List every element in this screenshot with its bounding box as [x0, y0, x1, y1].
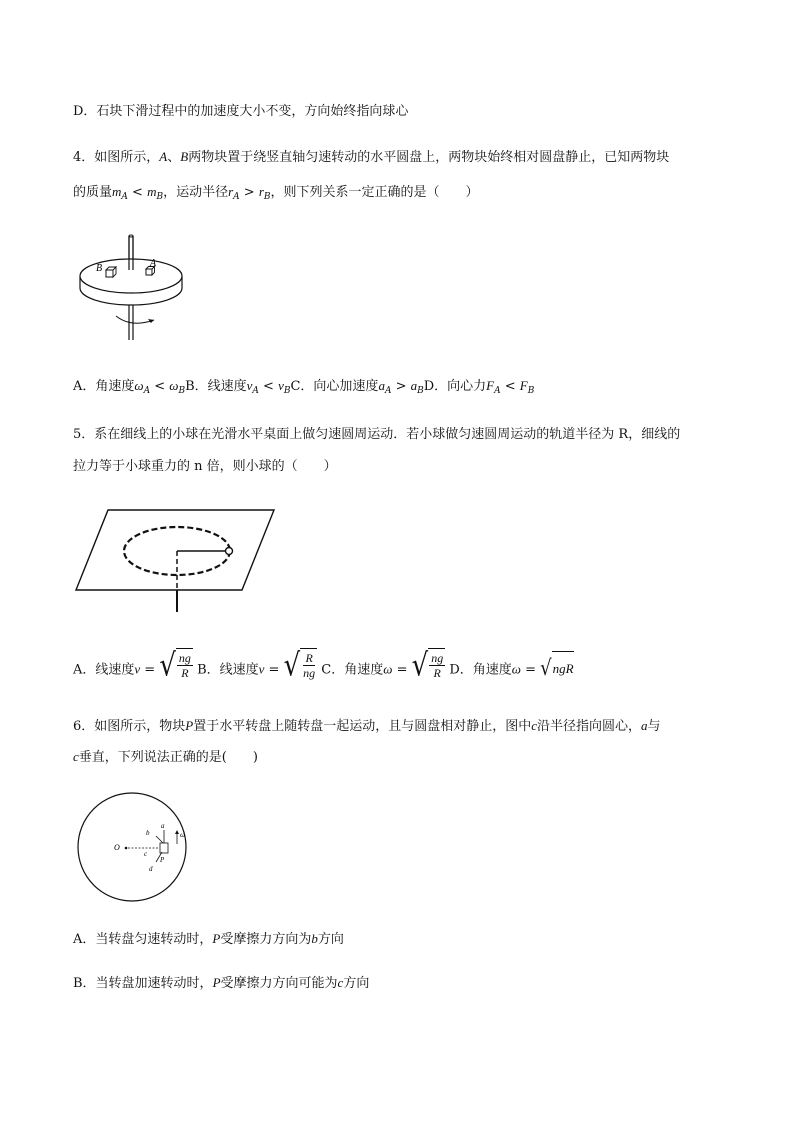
q5-options — [73, 648, 574, 688]
q6-opt-a-b: b — [311, 931, 318, 946]
q4-stem-post: 两物块置于绕竖直轴匀速转动的水平圆盘上，两物块始终相对圆盘静止，已知两物块 — [188, 150, 670, 165]
q5-opt-d-label: D．角速度 — [449, 662, 512, 678]
q6-opt-b-p: P — [212, 975, 221, 990]
q5-opt-a-num: ng — [178, 651, 191, 665]
q6-option-b — [73, 974, 369, 993]
q5-opt-c-label: C．角速度 — [321, 662, 384, 678]
q4-opt-b-sym2: v — [278, 378, 284, 393]
q4-stem-pre: 4．如图所示， — [73, 150, 160, 165]
q6-stem-line1 — [73, 717, 661, 736]
q4-opt-c-sym1: a — [378, 378, 385, 393]
q6-fig-label-omega: ω — [180, 831, 185, 839]
q5-opt-c-num: ng — [431, 651, 444, 665]
q6-stem-mid: 置于水平转盘上随转盘一起运动，且与圆盘相对静止，图中 — [193, 719, 532, 734]
q6-fig-label-c: c — [144, 850, 148, 858]
q6-stem-pre: 6．如图所示，物块 — [73, 719, 186, 734]
q5-opt-c-sqrt: √ $\frac{ng}{R}$ — [411, 647, 444, 684]
q6-opt-a-mid: 受摩擦力方向为 — [220, 932, 312, 947]
q5-stem-line1: 5．系在细线上的小球在光滑水平桌面上做匀速圆周运动．若小球做匀速圆周运动的轨道半径为 R，细线的 — [73, 427, 681, 442]
q4-opt-c-sub2: B — [417, 386, 424, 396]
q4-opt-d-sub2: B — [527, 386, 535, 396]
q4-options — [73, 377, 534, 400]
q5-opt-b-eq: = — [264, 662, 284, 678]
q4-opt-c-sym2: a — [410, 378, 418, 393]
q4-opt-b-label: B．线速度 — [185, 379, 247, 394]
q4-radius-r1: r — [228, 184, 234, 199]
q4-mass-sub-a: A — [121, 192, 128, 202]
q5-opt-d-sqrt: √ ngR — [540, 651, 573, 686]
q4-radius-r2: r — [258, 184, 264, 199]
q4-opt-a-label: A．角速度 — [73, 379, 135, 394]
q5-table-figure — [74, 506, 278, 614]
q4-stem-b: B — [180, 149, 189, 164]
q4-fig-label-a: A — [150, 258, 157, 269]
q4-mass-sub-b: B — [156, 192, 164, 202]
q6-opt-b-post: 方向 — [343, 976, 370, 991]
q3-option-d: D．石块下滑过程中的加速度大小不变，方向始终指向球心 — [73, 104, 409, 119]
q6-stem2-post: 垂直，下列说法正确的是( ) — [78, 750, 258, 765]
q6-stem2-c: c — [73, 749, 79, 764]
q4-radius-sub-b: B — [263, 192, 271, 202]
q5-opt-b-lhs: v — [258, 661, 265, 677]
q6-stem-c: c — [531, 718, 538, 733]
q5-opt-d-lhs: ω — [511, 661, 521, 677]
q4-opt-c-sub1: A — [384, 386, 392, 396]
q5-opt-b-sqrt: √ $\frac{R}{ng}$ — [283, 647, 316, 684]
q5-opt-b-den: ng — [303, 666, 316, 680]
q5-opt-a-sqrt: √ $\frac{ng}{R}$ — [159, 647, 191, 684]
q4-opt-a-cmp: < — [150, 379, 170, 394]
q4-opt-d-sub1: A — [494, 386, 501, 396]
q4-opt-b-sub2: B — [283, 386, 291, 396]
q5-opt-a-label: A．线速度 — [73, 662, 135, 678]
q4-opt-c-label: C．向心加速度 — [290, 379, 379, 394]
q6-fig-label-o: O — [114, 843, 120, 852]
q4-opt-c-cmp: > — [391, 379, 411, 394]
q4-opt-a-sub1: A — [143, 386, 151, 396]
q6-stem-a: a — [641, 718, 648, 733]
q4-stem-a: A — [159, 149, 168, 164]
q6-stem-post: 与 — [647, 719, 661, 734]
q6-stem-mid2: 沿半径指向圆心， — [537, 719, 642, 734]
q6-stem-p: P — [185, 718, 194, 733]
q4-disc-figure — [70, 228, 200, 348]
q6-option-a — [73, 930, 344, 949]
q4-opt-d-sym1: F — [486, 378, 495, 393]
q5-opt-b-num: R — [305, 651, 313, 665]
q6-opt-b-c: c — [337, 975, 344, 990]
q4-stem-line2 — [73, 183, 479, 206]
q6-opt-b-pre: B．当转盘加速转动时， — [73, 976, 213, 991]
q4-mass-cmp: < — [127, 185, 148, 200]
q6-fig-label-b: b — [146, 829, 150, 837]
q5-opt-c-den: R — [433, 666, 441, 680]
q4-fig-label-b: B — [96, 263, 103, 274]
q6-fig-label-a: a — [161, 822, 165, 830]
q4-mass-m1: m — [112, 184, 122, 199]
q4-opt-b-sym1: v — [246, 378, 253, 393]
q4-opt-b-sub1: A — [252, 386, 259, 396]
q5-opt-c-eq: = — [392, 662, 412, 678]
q6-opt-b-mid: 受摩擦力方向可能为 — [220, 976, 338, 991]
q5-opt-a-den: R — [181, 666, 189, 680]
q5-opt-c-lhs: ω — [383, 661, 393, 677]
q4-opt-d-label: D．向心力 — [423, 379, 487, 394]
q5-opt-a-lhs: v — [134, 661, 141, 677]
q6-disc-figure — [70, 792, 196, 902]
q4-stem2-post: ，则下列关系一定正确的是（ ） — [270, 185, 479, 200]
q5-opt-d-body: ngR — [552, 651, 574, 686]
q4-opt-d-sym2: F — [519, 378, 528, 393]
q5-stem-line2: 拉力等于小球重力的 n 倍，则小球的（ ） — [73, 459, 337, 474]
q4-radius-cmp: > — [239, 185, 259, 200]
q4-opt-a-sym2: ω — [169, 378, 179, 393]
q4-opt-d-cmp: < — [500, 379, 520, 394]
q6-opt-a-post: 方向 — [317, 932, 344, 947]
q5-opt-d-eq: = — [520, 662, 541, 678]
q4-mass-m2: m — [147, 184, 157, 199]
q6-fig-label-p: P — [160, 856, 165, 864]
q4-opt-b-cmp: < — [258, 379, 279, 394]
q4-opt-a-sub2: B — [178, 386, 186, 396]
q4-stem-sep: 、 — [167, 150, 181, 165]
q4-opt-a-sym1: ω — [134, 378, 144, 393]
q6-stem-line2 — [73, 748, 258, 767]
q4-stem2-pre: 的质量 — [73, 185, 113, 200]
q5-opt-a-eq: = — [140, 662, 160, 678]
q6-fig-label-d: d — [149, 865, 153, 873]
q4-radius-sub-a: A — [233, 192, 240, 202]
q6-opt-a-pre: A．当转盘匀速转动时， — [73, 932, 213, 947]
q5-opt-b-label: B．线速度 — [197, 662, 259, 678]
q6-opt-a-p: P — [212, 931, 221, 946]
q4-stem-line1 — [73, 148, 669, 167]
q4-stem2-mid: ，运动半径 — [163, 185, 229, 200]
